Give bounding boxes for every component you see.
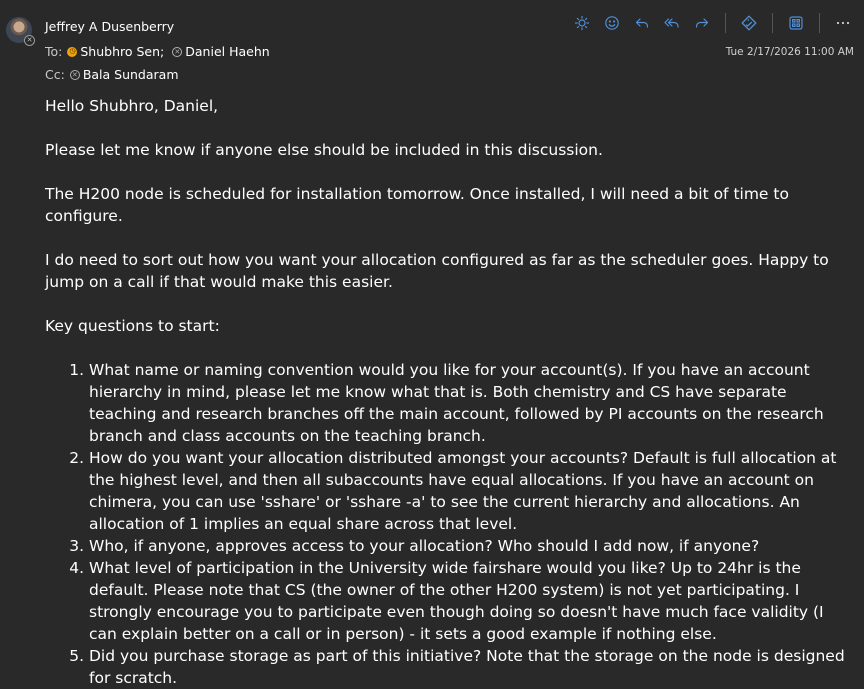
recipient-name: Bala Sundaram [82,67,179,82]
to-line [45,44,270,59]
recipient-shubhro-sen[interactable] [67,44,160,59]
avatar[interactable] [6,17,32,43]
presence-offline-icon: ✕ [172,47,182,57]
paragraph: Please let me know if anyone else should be included in this discussion. [45,141,603,159]
toolbar-divider [772,13,773,33]
list-item: 2. How do you want your allocation distributed amongst your accounts? Default is full allocation at the highest level, and then all subaccounts have equal allocations. If you have an account on chimera, you can use 'sshare' or 'sshare -a' to see the current hierarchy and allocations. An allocation of 1 implies an equal share across that level. [89,447,846,535]
presence-away-icon: ◷ [69,46,76,55]
list-item: 1. What name or naming convention would you like for your account(s). If you have an account hierarchy in mind, please let me know what that is. Both chemistry and CS have separate teaching and research branches off the main account, followed by PI accounts on the research branch and class accounts on the teaching branch. [89,359,846,447]
reply-icon[interactable] [627,10,657,36]
paragraph: Key questions to start: [45,317,220,335]
forward-icon[interactable] [687,10,717,36]
toolbar-divider [725,13,726,33]
list-item: 5. Did you purchase storage as part of this initiative? Note that the storage on the node is designed for scratch. [89,645,846,689]
cc-label: Cc: [45,67,65,82]
to-label: To: [45,44,63,59]
sun-icon[interactable] [567,10,597,36]
recipient-name: Shubhro Sen [80,44,161,59]
greeting: Hello Shubhro, Daniel, [45,97,219,115]
sender-name[interactable]: Jeffrey A Dusenberry [45,19,175,34]
presence-offline-icon: ✕ [70,70,80,80]
recipient-bala-sundaram[interactable] [70,67,179,82]
list-item: 3. Who, if anyone, approves access to your allocation? Who should I add now, if anyone? [89,535,846,557]
reply-all-icon[interactable] [657,10,687,36]
list-item: 4. What level of participation in the University wide fairshare would you like? Up to 24hr is the default. Please note that CS (the owner of the other H200 system) is not yet participating. I strongly encourage you to participate even though doing so doesn't have much face validity (I can explain better on a call or in person) - it sets a good example if nothing else. [89,557,846,645]
message-header [0,0,864,92]
message-toolbar [567,10,858,36]
recipient-name: Daniel Haehn [185,44,270,59]
questions-list [45,359,846,689]
loop-icon[interactable] [734,10,764,36]
recipient-daniel-haehn[interactable] [172,44,269,59]
paragraph: The H200 node is scheduled for installation tomorrow. Once installed, I will need a bit of time to configure. [45,185,789,225]
paragraph: I do need to sort out how you want your allocation configured as far as the scheduler goes. Happy to jump on a call if that would make this easier. [45,251,829,291]
presence-offline-icon: ✕ [24,35,35,46]
apps-icon[interactable] [781,10,811,36]
more-icon[interactable] [828,10,858,36]
toolbar-divider [819,13,820,33]
emoji-icon[interactable] [597,10,627,36]
sent-date: Tue 2/17/2026 11:00 AM [725,46,854,58]
message-body [45,95,846,689]
recipient-separator: ; [160,44,165,59]
cc-line [45,67,179,82]
